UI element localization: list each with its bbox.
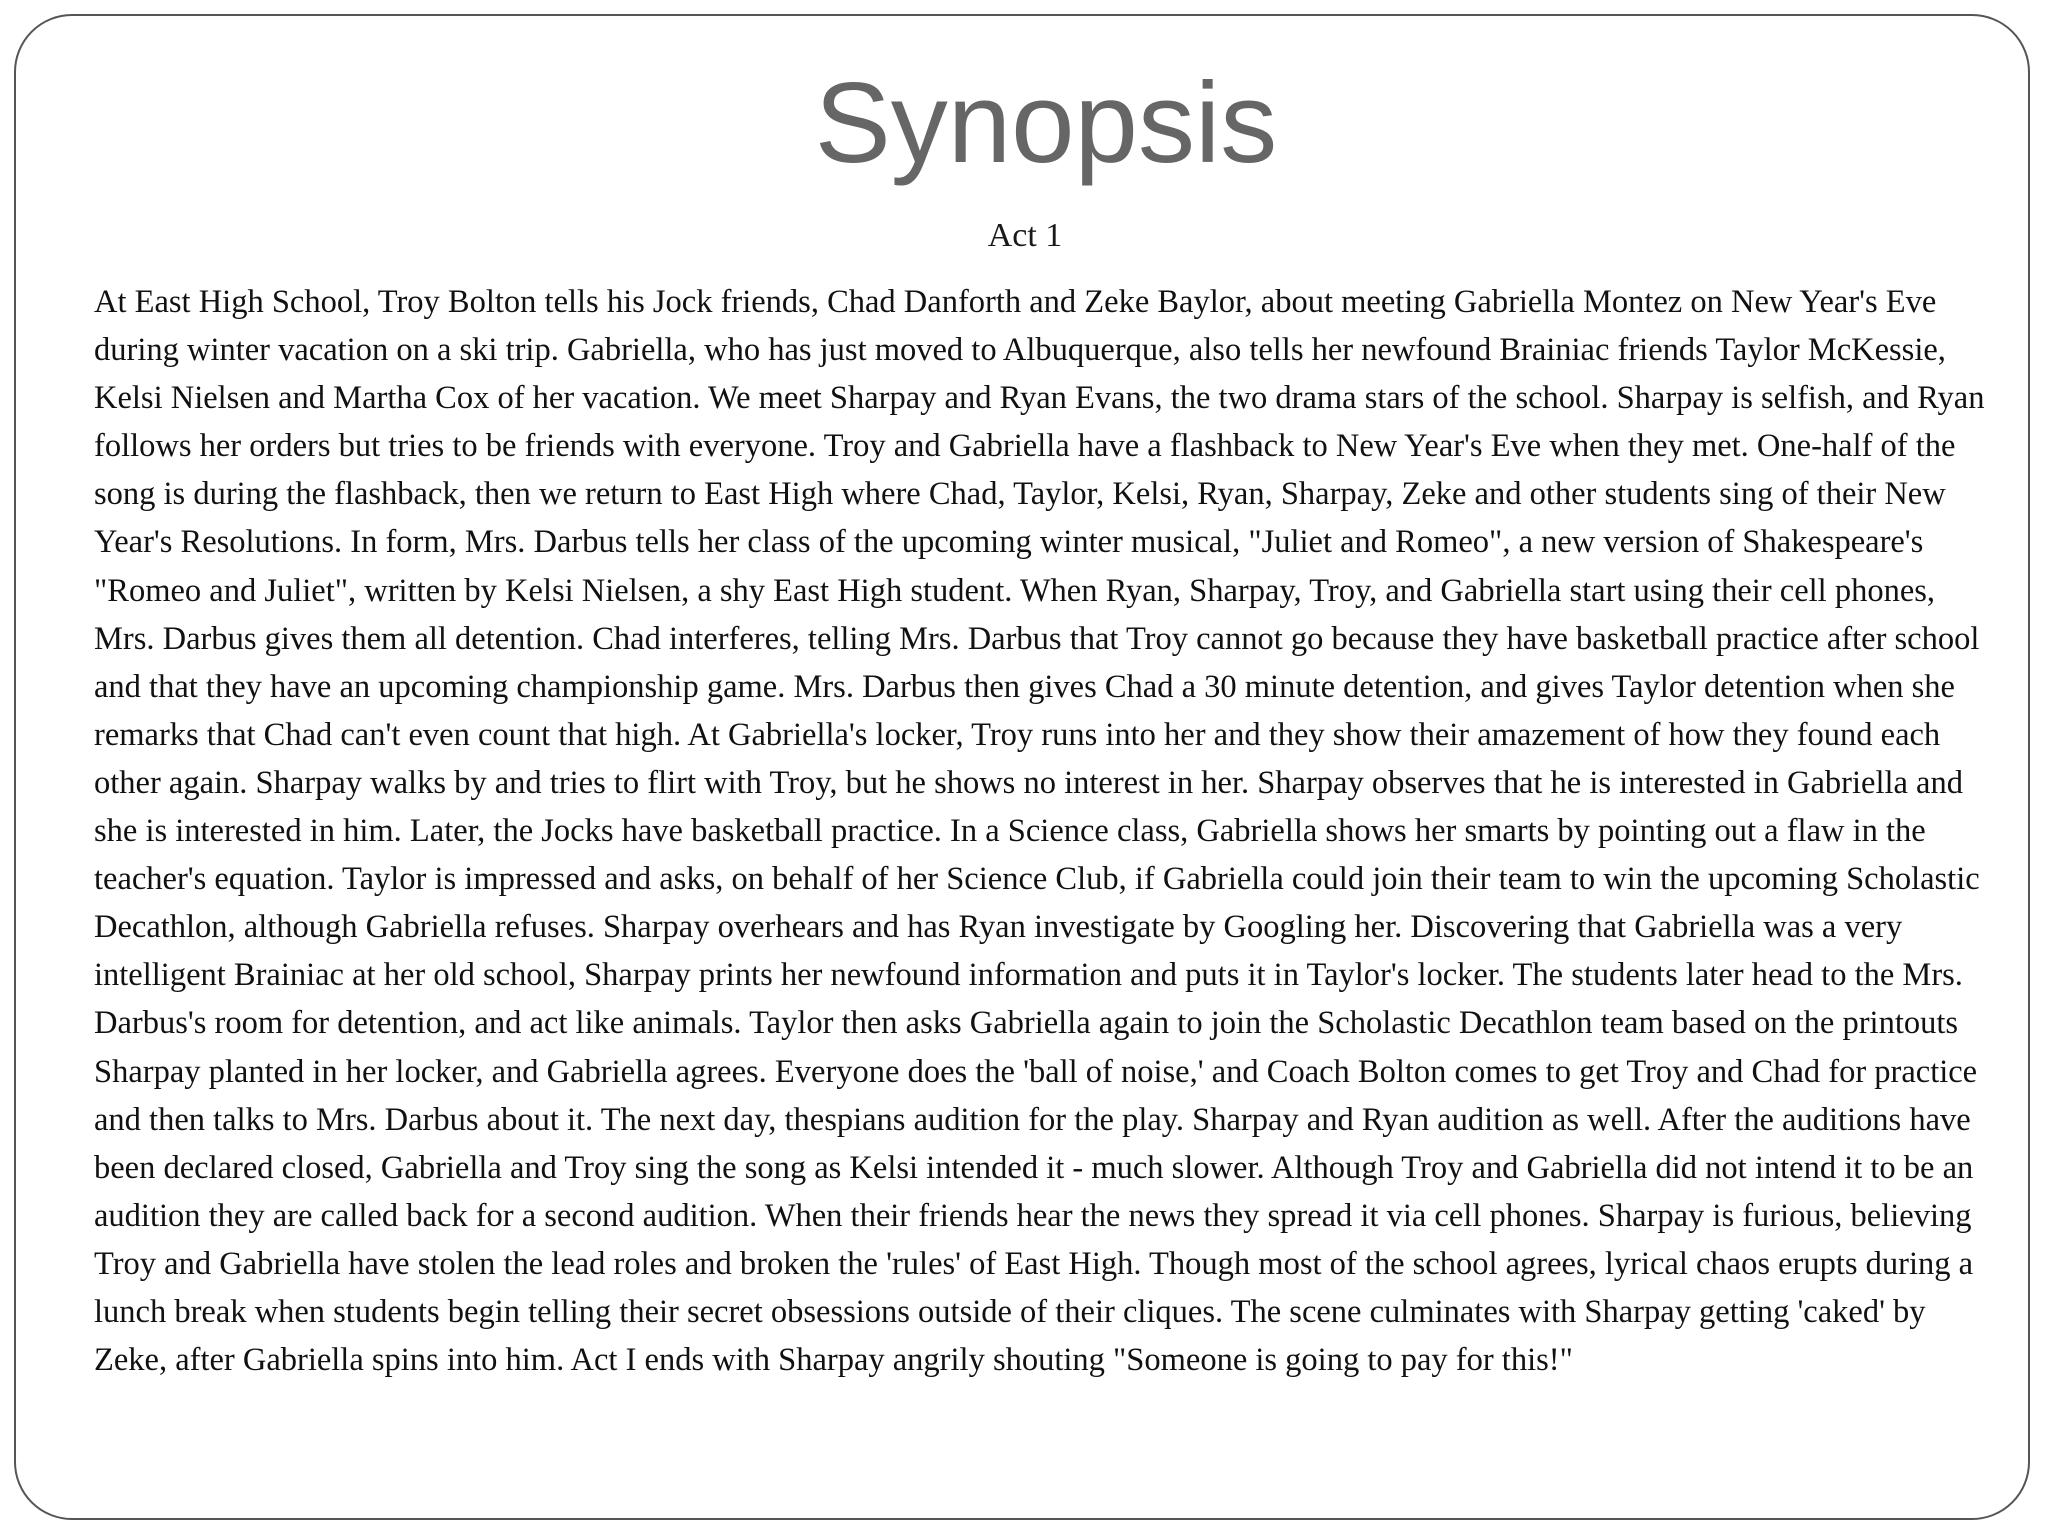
slide-frame <box>14 14 2030 1520</box>
slide-title: Synopsis <box>814 60 1278 187</box>
slide-subtitle: Act 1 <box>987 217 1063 254</box>
synopsis-body-text: At East High School, Troy Bolton tells his Jock friends, Chad Danforth and Zeke Baylor, about meeting Gabriella Montez on New Year's Eve during winter vacation on a ski trip. Gabriella, who has just moved to Albuquerque, also tells her newfound Brainiac friends Taylor McKessie, Kelsi Nielsen and Martha Cox of her vacation. We meet Sharpay and Ryan Evans, the two drama stars of the school. Sharpay is selfish, and Ryan follows her orders but tries to be friends with everyone. Troy and Gabriella have a flashback to New Year's Eve when they met. One-half of the song is during the flashback, then we return to East High where Chad, Taylor, Kelsi, Ryan, Sharpay, Zeke and other students sing of their New Year's Resolutions. In form, Mrs. Darbus tells her class of the upcoming winter musical, "Juliet and Romeo", a new version of Shakespeare's "Romeo and Juliet", written by Kelsi Nielsen, a shy East High student. When Ryan, Sharpay, Troy, and Gabriella start using their cell phones, Mrs. Darbus gives them all detention. Chad interferes, telling Mrs. Darbus that Troy cannot go because they have basketball practice after school and that they have an upcoming championship game. Mrs. Darbus then gives Chad a 30 minute detention, and gives Taylor detention when she remarks that Chad can't even count that high. At Gabriella's locker, Troy runs into her and they show their amazement of how they found each other again. Sharpay walks by and tries to flirt with Troy, but he shows no interest in her. Sharpay observes that he is interested in Gabriella and she is interested in him. Later, the Jocks have basketball practice. In a Science class, Gabriella shows her smarts by pointing out a flaw in the teacher's equation. Taylor is impressed and asks, on behalf of her Science Club, if Gabriella could join their team to win the upcoming Scholastic Decathlon, although Gabriella refuses. Sharpay overhears and has Ryan investigate by Googling her. Discovering that Gabriella was a very intelligent Brainiac at her old school, Sharpay prints her newfound information and puts it in Taylor's locker. The students later head to the Mrs. Darbus's room for detention, and act like animals. Taylor then asks Gabriella again to join the Scholastic Decathlon team based on the printouts Sharpay planted in her locker, and Gabriella agrees. Everyone does the 'ball of noise,' and Coach Bolton comes to get Troy and Chad for practice and then talks to Mrs. Darbus about it. The next day, thespians audition for the play. Sharpay and Ryan audition as well. After the auditions have been declared closed, Gabriella and Troy sing the song as Kelsi intended it - much slower. Although Troy and Gabriella did not intend it to be an audition they are called back for a second audition. When their friends hear the news they spread it via cell phones. Sharpay is furious, believing Troy and Gabriella have stolen the lead roles and broken the 'rules' of East High. Though most of the school agrees, lyrical chaos erupts during a lunch break when students begin telling their secret obsessions outside of their cliques. The scene culminates with Sharpay getting 'caked' by Zeke, after Gabriella spins into him. Act I ends with Sharpay angrily shouting "Someone is going to pay for this!" <box>94 284 1985 1379</box>
